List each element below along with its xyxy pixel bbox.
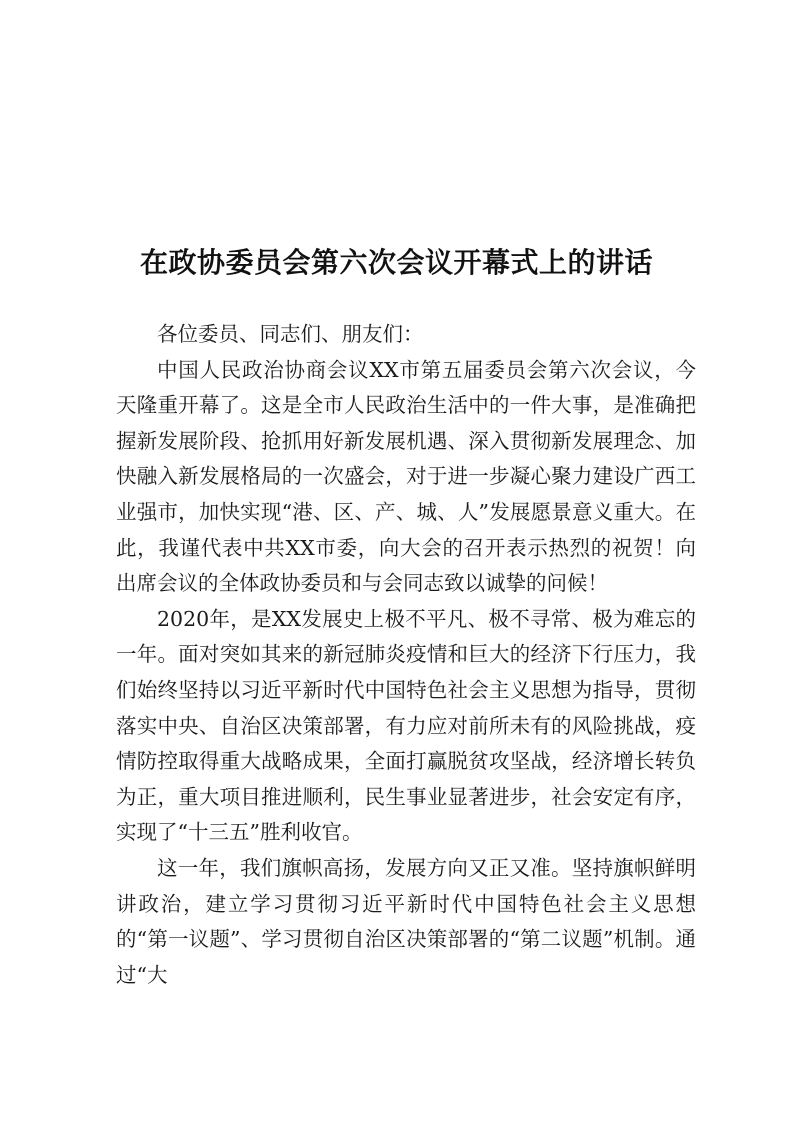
document-body <box>116 317 696 993</box>
salutation-paragraph: 各位委员、同志们、朋友们： <box>157 322 424 346</box>
body-paragraph: 2020年，是XX发展史上极不平凡、极不寻常、极为难忘的一年。面对突如其来的新冠肺炎疫情和巨大的经济下行压力，我们始终坚持以习近平新时代中国特色社会主义思想为指导，贯彻落实中央、自治区决策部署，有力应对前所未有的风险挑战，疫情防控取得重大战略成果，全面打赢脱贫攻坚战，经济增长转负为正，重大项目推进顺利，民生事业显著进步，社会安定有序，实现了“十三五”胜利收官。 <box>116 606 696 845</box>
body-paragraph: 中国人民政治协商会议XX市第五届委员会第六次会议，今天隆重开幕了。这是全市人民政治生活中的一件大事，是准确把握新发展阶段、抢抓用好新发展机遇、深入贯彻新发展理念、加快融入新发展格局的一次盛会，对于进一步凝心聚力建设广西工业强市，加快实现“港、区、产、城、人”发展愿景意义重大。在此，我谨代表中共XX市委，向大会的召开表示热烈的祝贺！向出席会议的全体政协委员和与会同志致以诚挚的问候！ <box>116 357 696 596</box>
document-title: 在政协委员会第六次会议开幕式上的讲话 <box>139 246 653 279</box>
body-paragraph: 这一年，我们旗帜高扬，发展方向又正又准。坚持旗帜鲜明讲政治，建立学习贯彻习近平新时代中国特色社会主义思想的“第一议题”、学习贯彻自治区决策部署的“第二议题”机制。通过“大 <box>116 855 696 987</box>
